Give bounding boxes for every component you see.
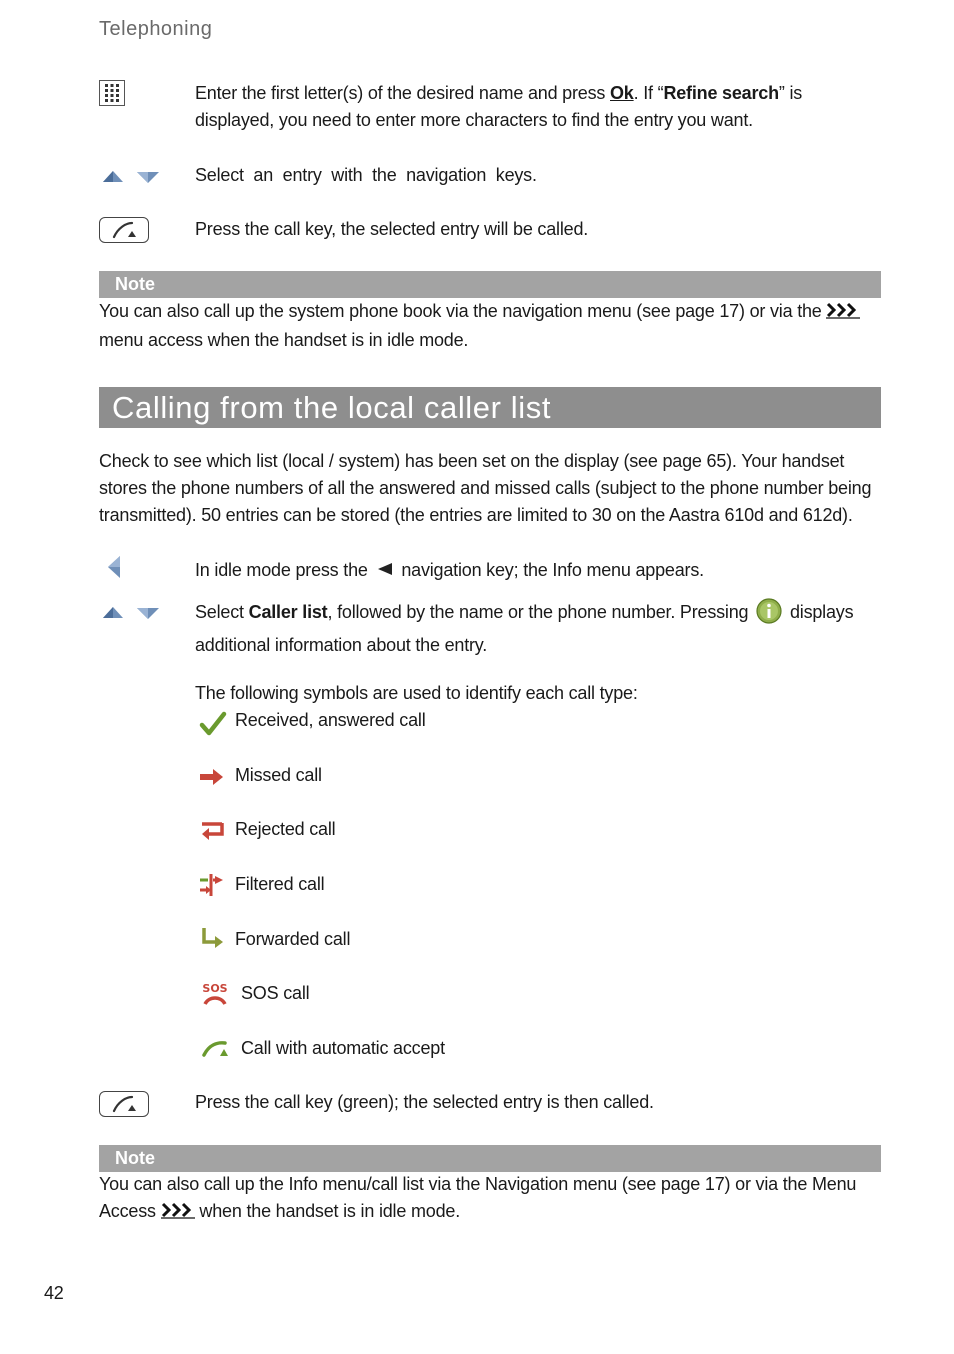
call-type-label: Forwarded call — [235, 929, 351, 949]
auto-accept-call-icon — [201, 1038, 231, 1060]
step-enter-letters: Enter the first letter(s) of the desired name and press Ok. If “Refine search” is displayed, you need to enter more characters to find the entry you want. — [195, 83, 803, 130]
filtered-call-icon — [199, 872, 225, 898]
svg-text:SOS: SOS — [202, 982, 228, 995]
step-idle-press: In idle mode press the navigation key; the Info menu appears. — [195, 557, 885, 584]
sos-call-icon — [201, 981, 229, 1007]
section-header: Telephoning — [99, 18, 213, 40]
keypad-icon — [99, 80, 125, 106]
missed-call-icon — [199, 766, 225, 788]
step-press-call: Press the call key, the selected entry will be called. — [195, 219, 589, 239]
section-heading — [99, 387, 881, 428]
call-type-label: Filtered call — [235, 874, 325, 894]
page-number: 42 — [44, 1283, 64, 1303]
nav-up-down-icon — [101, 604, 161, 624]
call-key-icon — [99, 217, 149, 243]
note-label: Note — [115, 1148, 155, 1168]
section-title: Calling from the local caller list — [112, 390, 552, 425]
info-icon — [756, 598, 782, 632]
nav-up-down-icon — [101, 168, 161, 188]
step-select-entry: Select an entry with the navigation keys. — [195, 165, 537, 185]
symbols-intro: The following symbols are used to identify each call type: — [195, 683, 638, 703]
section-intro: Check to see which list (local / system) has been set on the display (see page 65). Your handset stores the phone numbers of all the answered and missed calls (subject to the phone number being transmitted). 50 entries can be stored (the entries are limited to 30 on the Aastra 610d and 612d). — [99, 451, 872, 525]
note-bar — [99, 271, 881, 298]
menu-access-icon — [826, 300, 860, 327]
call-key-icon — [99, 1091, 149, 1117]
call-type-label: Missed call — [235, 765, 322, 785]
caller-list-label: Caller list — [248, 602, 328, 622]
note-text: You can also call up the system phone book via the navigation menu (see page 17) or via the menu access when the handset is in idle mode. — [99, 298, 889, 354]
note-label: Note — [115, 274, 155, 294]
received-call-icon — [199, 710, 227, 738]
note-text: You can also call up the Info menu/call list via the Navigation menu (see page 17) or via the Menu Access when the handset is in idle mode. — [99, 1171, 899, 1227]
refine-search-label: Refine search — [663, 83, 779, 103]
left-arrow-icon — [376, 557, 394, 584]
note-bar — [99, 1145, 881, 1172]
menu-access-icon — [161, 1200, 195, 1227]
forwarded-call-icon — [200, 926, 226, 952]
ok-key-label: Ok — [610, 83, 634, 103]
step-select-caller-list: Select Caller list, followed by the name or the phone number. Pressing displays additional information about the entry. — [195, 598, 885, 659]
call-type-label: Call with automatic accept — [241, 1038, 445, 1058]
rejected-call-icon — [200, 819, 226, 843]
nav-left-icon — [104, 554, 124, 580]
call-type-label: Rejected call — [235, 819, 336, 839]
call-type-label: SOS call — [241, 983, 310, 1003]
call-type-label: Received, answered call — [235, 710, 426, 730]
step-press-green: Press the call key (green); the selected entry is then called. — [195, 1092, 654, 1112]
